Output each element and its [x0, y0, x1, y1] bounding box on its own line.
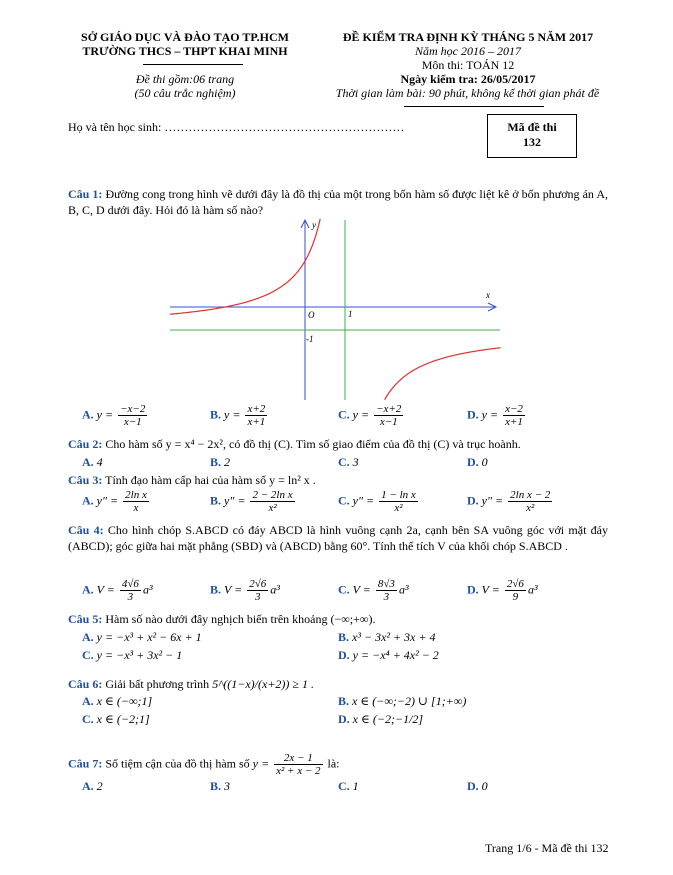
fraction-numerator: x+2	[247, 403, 266, 415]
fraction-denominator: x−1	[379, 416, 398, 428]
q1-option-4	[467, 403, 527, 428]
option-prefix: y" =	[224, 493, 249, 508]
q6-option-2	[338, 694, 466, 709]
q1-option-2	[210, 403, 269, 428]
option-letter: B.	[338, 630, 353, 644]
question-4	[68, 522, 608, 554]
question-1-label: Câu 1:	[68, 187, 103, 201]
question-7-fraction: $\frac{2x - 1}{\text{x² + x − 2}}$	[276, 752, 321, 777]
q5-option-4	[338, 648, 439, 663]
question-3	[68, 472, 608, 488]
option-value: x ∈ (−∞;1]	[96, 694, 153, 708]
fraction-numerator: x−2	[505, 403, 523, 415]
header-divider-right	[404, 106, 544, 107]
fraction-numerator: −x+2	[376, 403, 402, 415]
option-prefix: y =	[224, 407, 244, 422]
question-3-text: Tính đạo hàm cấp hai của hàm số y = ln² x .	[105, 473, 316, 487]
x-axis-label: x	[486, 290, 490, 300]
option-fraction	[118, 403, 147, 428]
student-name-line: Họ và tên học sinh: ……………………………………………………	[68, 120, 405, 134]
q2-option-3	[338, 455, 359, 470]
q3-option-3	[338, 489, 420, 514]
option-prefix: V =	[96, 582, 118, 597]
question-6-text: Giải bất phương trình	[105, 677, 210, 691]
option-letter: D.	[467, 455, 482, 469]
question-count: (50 câu trắc nghiệm)	[134, 86, 236, 100]
fraction-denominator: x²	[526, 502, 535, 514]
option-letter: A.	[82, 630, 97, 644]
curve-left-branch	[170, 219, 320, 315]
y-axis-label: y	[312, 220, 316, 230]
fraction-numerator: 1 − ln x	[381, 489, 416, 501]
q4-option-1	[82, 578, 153, 603]
origin-label: O	[308, 310, 315, 320]
option-letter: A.	[82, 455, 97, 469]
fraction-denominator: 3	[127, 591, 134, 603]
option-letter: A.	[82, 779, 97, 793]
question-2-label: Câu 2:	[68, 437, 103, 451]
curve-right-branch	[385, 348, 501, 400]
fraction-numerator: 2ln x − 2	[510, 489, 551, 501]
exam-time: Thời gian làm bài: 90 phút, không kể thời gian phát đề	[335, 86, 600, 100]
option-letter: B.	[210, 493, 225, 508]
q6-option-1	[82, 694, 152, 709]
page-footer: Trang 1/6 - Mã đề thi 132	[485, 841, 609, 855]
option-prefix: y =	[352, 407, 373, 422]
q1-option-1	[82, 403, 149, 428]
option-fraction	[247, 578, 268, 603]
option-fraction	[120, 578, 141, 603]
option-fraction	[379, 489, 418, 514]
fraction-numerator: 2 − 2ln x	[252, 489, 293, 501]
question-4-text: Cho hình chóp S.ABCD có đáy ABCD là hình vuông cạnh 2a, cạnh bên SA vuông góc với mặt đáy (ABCD); góc giữa hai mặt phẳng (SBD) và (ABCD) bằng 60°. Tính thể tích V của khối chóp S.ABCD .	[68, 523, 608, 553]
fraction-numerator: 8√3	[377, 578, 395, 590]
option-fraction	[123, 489, 149, 514]
exam-code-label: Mã đề thi	[507, 120, 557, 134]
fraction-numerator: −x−2	[120, 403, 146, 415]
q7-option-4	[467, 779, 488, 794]
option-value: y = −x³ + x² − 6x + 1	[96, 630, 202, 644]
header-divider-left	[143, 64, 243, 65]
option-letter: D.	[467, 779, 482, 793]
question-2-text: Cho hàm số y = x⁴ − 2x², có đồ thị (C). Tìm số giao điểm của đồ thị (C) và trục hoành.	[105, 437, 521, 451]
option-letter: C.	[338, 455, 353, 469]
q5-option-3	[82, 648, 182, 663]
option-value: 4	[96, 455, 103, 469]
q2-option-4	[467, 455, 488, 470]
q2-option-2	[210, 455, 230, 470]
exam-title: ĐỀ KIỂM TRA ĐỊNH KỲ THÁNG 5 NĂM 2017	[342, 30, 594, 44]
option-letter: D.	[467, 493, 482, 508]
page-count: Đề thi gồm:06 trang	[135, 72, 235, 86]
option-letter: A.	[82, 407, 97, 422]
question-3-label: Câu 3:	[68, 473, 103, 487]
question-1-text: Đường cong trong hình vẽ dưới đây là đồ thị của một trong bốn hàm số được liệt kê ở bốn phương án A, B, C, D dưới đây. Hỏi đó là hàm số nào?	[68, 187, 608, 217]
option-letter: A.	[82, 493, 97, 508]
question-6	[68, 676, 608, 692]
q3-option-2	[210, 489, 297, 514]
option-letter: D.	[338, 712, 353, 726]
q2-option-1	[82, 455, 103, 470]
option-letter: B.	[210, 779, 225, 793]
fraction-denominator: 3	[383, 591, 390, 603]
q7-option-1	[82, 779, 103, 794]
option-fraction	[503, 403, 525, 428]
option-prefix: V =	[224, 582, 246, 597]
option-prefix: V =	[352, 582, 374, 597]
q3-option-1	[82, 489, 151, 514]
option-letter: B.	[210, 455, 225, 469]
option-suffix: a³	[527, 582, 538, 597]
option-value: 3	[352, 455, 359, 469]
option-value: 2	[224, 455, 231, 469]
fraction-denominator: x+1	[247, 416, 266, 428]
option-letter: C.	[338, 582, 353, 597]
option-prefix: V =	[481, 582, 503, 597]
option-fraction	[374, 403, 403, 428]
q6-option-4	[338, 712, 423, 727]
fraction-numerator: 4√6	[121, 578, 139, 590]
option-letter: C.	[338, 779, 353, 793]
q4-option-4	[467, 578, 538, 603]
exam-code-value: 132	[523, 135, 541, 149]
q6-option-3	[82, 712, 150, 727]
option-letter: D.	[338, 648, 353, 662]
q3-option-4	[467, 489, 554, 514]
option-suffix: a³	[142, 582, 153, 597]
fraction-numerator: 2√6	[506, 578, 524, 590]
option-value: 1	[352, 779, 359, 793]
fraction-denominator: x²	[394, 502, 403, 514]
fraction-denominator: 9	[512, 591, 519, 603]
question-5-label: Câu 5:	[68, 612, 103, 626]
question-2	[68, 436, 608, 452]
school-name: TRƯỜNG THCS – THPT KHAI MINH	[82, 44, 288, 58]
option-fraction	[505, 578, 526, 603]
one-label: 1	[348, 309, 353, 319]
question-7-after: là:	[327, 756, 340, 771]
q7-option-2	[210, 779, 230, 794]
q4-option-2	[210, 578, 280, 603]
option-value: x ∈ (−2;−1/2]	[352, 712, 424, 726]
q5-option-2	[338, 630, 435, 645]
q4-option-3	[338, 578, 409, 603]
fraction-denominator: x−1	[123, 416, 142, 428]
fraction-numerator: 2ln x	[125, 489, 147, 501]
option-value: y = −x³ + 3x² − 1	[96, 648, 183, 662]
question-7-label: Câu 7:	[68, 756, 103, 771]
exam-code-box	[487, 114, 577, 158]
option-prefix: y =	[96, 407, 117, 422]
option-letter: D.	[467, 407, 482, 422]
subject: Môn thi: TOÁN 12	[421, 58, 515, 72]
option-letter: B.	[210, 407, 225, 422]
option-value: 0	[481, 779, 488, 793]
question-7: Câu 7: Số tiệm cận của đồ thị hàm số y = $\frac{2x - 1}{\text{x² + x − 2}}$ là:	[68, 752, 340, 777]
question-1	[68, 186, 608, 218]
option-value: y = −x⁴ + 4x² − 2	[352, 648, 439, 662]
option-value: x³ − 3x² + 3x + 4	[352, 630, 436, 644]
option-value: 2	[96, 779, 103, 793]
question-5-text: Hàm số nào dưới đây nghịch biến trên khoảng (−∞;+∞).	[105, 612, 376, 626]
question-4-label: Câu 4:	[68, 523, 104, 537]
option-prefix: y" =	[481, 493, 507, 508]
fraction-denominator: x	[133, 502, 139, 514]
option-letter: A.	[82, 694, 97, 708]
option-fraction	[508, 489, 552, 514]
option-letter: B.	[210, 582, 225, 597]
q1-option-3	[338, 403, 405, 428]
dept-name: SỞ GIÁO DỤC VÀ ĐÀO TẠO TP.HCM	[81, 30, 289, 44]
option-prefix: y" =	[96, 493, 122, 508]
option-value: x ∈ (−2;1]	[96, 712, 150, 726]
option-prefix: y" =	[352, 493, 378, 508]
option-suffix: a³	[270, 582, 280, 597]
question-5	[68, 611, 608, 627]
option-prefix: y =	[481, 407, 502, 422]
option-fraction	[245, 403, 267, 428]
option-letter: D.	[467, 582, 482, 597]
option-value: 0	[481, 455, 488, 469]
fraction-denominator: x+1	[505, 416, 523, 428]
fraction-denominator: 3	[255, 591, 261, 603]
question-7-text: Số tiệm cận của đồ thị hàm số	[105, 756, 250, 771]
option-value: x ∈ (−∞;−2) ∪ [1;+∞)	[352, 694, 467, 708]
question-6-label: Câu 6:	[68, 677, 103, 691]
school-year: Năm học 2016 – 2017	[415, 44, 521, 58]
option-letter: C.	[338, 407, 353, 422]
option-fraction	[250, 489, 294, 514]
option-letter: A.	[82, 582, 97, 597]
option-value: 3	[224, 779, 231, 793]
option-suffix: a³	[398, 582, 409, 597]
option-fraction	[376, 578, 397, 603]
fraction-numerator: 2√6	[249, 578, 267, 590]
fraction-denominator: x²	[268, 502, 277, 514]
q5-option-1	[82, 630, 202, 645]
option-letter: C.	[338, 493, 353, 508]
option-letter: C.	[82, 648, 97, 662]
q7-option-3	[338, 779, 359, 794]
option-letter: B.	[338, 694, 353, 708]
option-letter: C.	[82, 712, 97, 726]
question-6-expression: 5^((1−x)/(x+2)) ≥ 1 .	[212, 677, 314, 691]
minus-one-label: -1	[306, 334, 314, 344]
function-graph	[170, 216, 505, 400]
exam-date: Ngày kiểm tra: 26/05/2017	[400, 72, 536, 86]
